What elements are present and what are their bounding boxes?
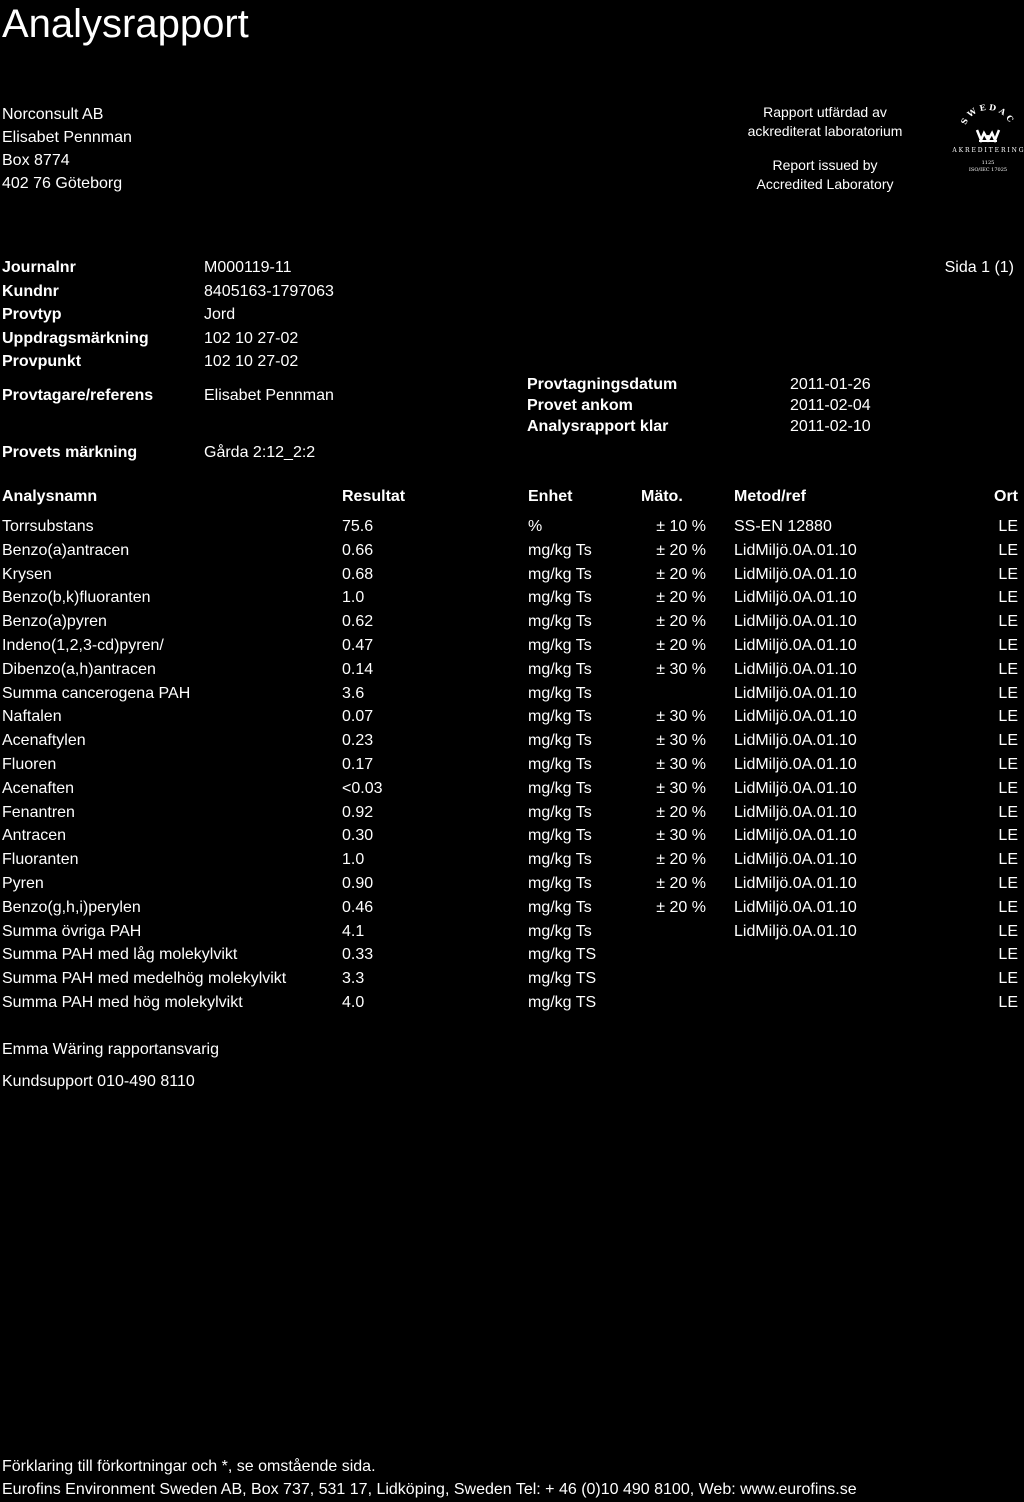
issued-by-sv-1: Rapport utfärdad av — [763, 104, 887, 120]
table-row — [0, 967, 1024, 991]
meta-label: Provtyp — [2, 306, 62, 323]
cell-result: 0.66 — [342, 541, 374, 559]
cell-unit: mg/kg TS — [528, 970, 597, 988]
cell-unit: mg/kg TS — [528, 946, 597, 964]
cell-unit: mg/kg Ts — [528, 898, 592, 916]
cell-result: 0.17 — [342, 755, 374, 773]
cell-unit: mg/kg Ts — [528, 589, 592, 607]
cell-result: 0.92 — [342, 803, 374, 821]
cell-site: LE — [998, 803, 1018, 821]
meta-label: Journalnr — [2, 259, 76, 276]
cell-uncertainty: ± 30 % — [656, 827, 706, 845]
cell-unit: mg/kg Ts — [528, 565, 592, 583]
cell-unit: mg/kg Ts — [528, 779, 592, 797]
cell-site: LE — [998, 755, 1018, 773]
report-title: Analysrapport — [2, 2, 249, 46]
table-row — [0, 658, 1024, 682]
cell-result: 0.30 — [342, 827, 374, 845]
table-row — [0, 777, 1024, 801]
sampler-label: Provtagare/referens — [2, 386, 154, 404]
cell-site: LE — [998, 518, 1018, 535]
cell-name: Indeno(1,2,3-cd)pyren/ — [2, 636, 164, 654]
cell-result: 75.6 — [342, 518, 374, 535]
swedac-seal-icon — [952, 100, 1024, 180]
recipient-contact: Elisabet Pennman — [2, 129, 132, 146]
cell-name: Pyren — [2, 874, 44, 892]
header-unit: Enhet — [528, 488, 573, 505]
cell-unit: % — [528, 518, 543, 535]
cell-method: LidMiljö.0A.01.10 — [734, 803, 857, 821]
recipient-postal: 402 76 Göteborg — [2, 175, 123, 192]
cell-method: LidMiljö.0A.01.10 — [734, 565, 857, 583]
cell-unit: mg/kg Ts — [528, 827, 592, 845]
cell-uncertainty: ± 20 % — [656, 541, 706, 559]
cell-uncertainty: ± 20 % — [656, 589, 706, 607]
cell-unit: mg/kg Ts — [528, 613, 592, 631]
table-row — [0, 682, 1024, 706]
cell-result: 0.90 — [342, 874, 374, 892]
cell-uncertainty: ± 20 % — [656, 636, 706, 654]
analysis-table — [0, 484, 1024, 1015]
cell-site: LE — [998, 684, 1018, 702]
table-row — [0, 824, 1024, 848]
recipient-box: Box 8774 — [2, 152, 70, 169]
table-row — [0, 753, 1024, 777]
header-name: Analysnamn — [2, 488, 98, 505]
cell-method: SS-EN 12880 — [734, 518, 832, 535]
svg-text:A K R E D I T E R I N G: A K R E D I T E R I N G — [952, 147, 1024, 154]
cell-site: LE — [998, 660, 1018, 678]
cell-result: 0.33 — [342, 946, 374, 964]
meta-value: 8405163-1797063 — [204, 282, 334, 300]
cell-uncertainty: ± 30 % — [656, 779, 706, 797]
page-number: Sida 1 (1) — [944, 259, 1014, 276]
cell-name: Fenantren — [2, 803, 75, 821]
cell-result: 0.23 — [342, 732, 374, 750]
cell-method: LidMiljö.0A.01.10 — [734, 827, 857, 845]
cell-result: 1.0 — [342, 589, 365, 607]
cell-site: LE — [998, 993, 1018, 1011]
cell-name: Naftalen — [2, 708, 62, 726]
date-value: 2011-01-26 — [790, 376, 871, 393]
sampler-value: Elisabet Pennman — [204, 386, 334, 404]
cell-site: LE — [998, 732, 1018, 750]
cell-result: 0.62 — [342, 613, 374, 631]
date-label: Provet ankom — [527, 397, 633, 414]
cell-method: LidMiljö.0A.01.10 — [734, 732, 857, 750]
date-label: Analysrapport klar — [527, 418, 669, 435]
cell-method: LidMiljö.0A.01.10 — [734, 851, 857, 869]
cell-uncertainty: ± 20 % — [656, 803, 706, 821]
cell-unit: mg/kg Ts — [528, 541, 592, 559]
cell-method: LidMiljö.0A.01.10 — [734, 636, 857, 654]
cell-name: Benzo(b,k)fluoranten — [2, 589, 151, 607]
cell-name: Summa cancerogena PAH — [2, 684, 191, 702]
cell-uncertainty: ± 30 % — [656, 732, 706, 750]
cell-method: LidMiljö.0A.01.10 — [734, 779, 857, 797]
table-row — [0, 943, 1024, 967]
table-row — [0, 848, 1024, 872]
cell-method: LidMiljö.0A.01.10 — [734, 589, 857, 607]
cell-name: Benzo(g,h,i)perylen — [2, 898, 141, 916]
cell-method: LidMiljö.0A.01.10 — [734, 541, 857, 559]
issued-by-sv-2: ackrediterat laboratorium — [747, 123, 903, 139]
meta-label: Provpunkt — [2, 353, 82, 370]
header-site: Ort — [994, 488, 1018, 505]
cell-site: LE — [998, 922, 1018, 940]
cell-uncertainty: ± 30 % — [656, 755, 706, 773]
cell-method: LidMiljö.0A.01.10 — [734, 708, 857, 726]
cell-uncertainty: ± 20 % — [656, 898, 706, 916]
table-row — [0, 872, 1024, 896]
cell-site: LE — [998, 779, 1018, 797]
footnote: Förklaring till förkortningar och *, se omstående sida. — [2, 1458, 376, 1475]
issued-by-block — [700, 103, 950, 194]
cell-site: LE — [998, 708, 1018, 726]
table-row — [0, 515, 1024, 539]
cell-uncertainty: ± 10 % — [656, 518, 706, 535]
cell-name: Summa övriga PAH — [2, 922, 142, 940]
cell-method: LidMiljö.0A.01.10 — [734, 755, 857, 773]
cell-site: LE — [998, 874, 1018, 892]
cell-result: 1.0 — [342, 851, 365, 869]
cell-result: 0.47 — [342, 636, 374, 654]
cell-unit: mg/kg TS — [528, 993, 597, 1011]
cell-name: Summa PAH med medelhög molekylvikt — [2, 970, 287, 988]
cell-name: Fluoren — [2, 755, 57, 773]
cell-name: Dibenzo(a,h)antracen — [2, 660, 156, 678]
cell-site: LE — [998, 898, 1018, 916]
cell-unit: mg/kg Ts — [528, 922, 592, 940]
cell-method: LidMiljö.0A.01.10 — [734, 874, 857, 892]
cell-name: Fluoranten — [2, 851, 79, 869]
table-row — [0, 586, 1024, 610]
cell-method: LidMiljö.0A.01.10 — [734, 684, 857, 702]
cell-site: LE — [998, 827, 1018, 845]
meta-value: M000119-11 — [204, 259, 292, 276]
cell-uncertainty: ± 30 % — [656, 660, 706, 678]
cell-site: LE — [998, 636, 1018, 654]
cell-result: 4.0 — [342, 993, 365, 1011]
cell-method: LidMiljö.0A.01.10 — [734, 660, 857, 678]
date-value: 2011-02-10 — [790, 418, 871, 435]
cell-unit: mg/kg Ts — [528, 732, 592, 750]
date-value: 2011-02-04 — [790, 397, 871, 414]
cell-method: LidMiljö.0A.01.10 — [734, 898, 857, 916]
meta-value: 102 10 27-02 — [204, 353, 299, 370]
table-header — [0, 484, 1024, 512]
cell-name: Benzo(a)antracen — [2, 541, 130, 559]
cell-method: LidMiljö.0A.01.10 — [734, 613, 857, 631]
table-body — [0, 515, 1024, 1015]
cell-result: 4.1 — [342, 922, 365, 940]
svg-text:1125: 1125 — [981, 160, 995, 166]
table-row — [0, 563, 1024, 587]
cell-method: LidMiljö.0A.01.10 — [734, 922, 857, 940]
cell-uncertainty: ± 20 % — [656, 874, 706, 892]
cell-site: LE — [998, 613, 1018, 631]
date-label: Provtagningsdatum — [527, 376, 678, 393]
company-footer: Eurofins Environment Sweden AB, Box 737, 531 17, Lidköping, Sweden Tel: + 46 (0)10 490 8100, Web: www.eurofins.se — [2, 1481, 857, 1498]
cell-result: 3.3 — [342, 970, 365, 988]
header-result: Resultat — [342, 488, 406, 505]
recipient-company: Norconsult AB — [2, 106, 104, 123]
cell-name: Benzo(a)pyren — [2, 613, 107, 631]
table-row — [0, 634, 1024, 658]
meta-label: Uppdragsmärkning — [2, 329, 149, 347]
issued-by-en-1: Report issued by — [772, 157, 878, 173]
cell-site: LE — [998, 946, 1018, 964]
svg-text:ISO/IEC 17025: ISO/IEC 17025 — [968, 167, 1008, 173]
cell-site: LE — [998, 541, 1018, 559]
customer-support: Kundsupport 010-490 8110 — [2, 1073, 195, 1090]
cell-site: LE — [998, 970, 1018, 988]
cell-unit: mg/kg Ts — [528, 755, 592, 773]
table-row — [0, 539, 1024, 563]
table-row — [0, 896, 1024, 920]
cell-unit: mg/kg Ts — [528, 660, 592, 678]
cell-name: Krysen — [2, 565, 52, 583]
meta-value: Jord — [204, 306, 236, 323]
cell-unit: mg/kg Ts — [528, 684, 592, 702]
issued-by-en-2: Accredited Laboratory — [756, 176, 894, 192]
cell-name: Torrsubstans — [2, 518, 94, 535]
cell-result: 0.46 — [342, 898, 374, 916]
table-row — [0, 610, 1024, 634]
cell-name: Acenaftylen — [2, 732, 86, 750]
table-row — [0, 729, 1024, 753]
cell-uncertainty: ± 20 % — [656, 851, 706, 869]
cell-name: Antracen — [2, 827, 67, 845]
signature-block — [2, 1034, 219, 1098]
marking-value: Gårda 2:12_2:2 — [204, 444, 316, 461]
cell-name: Summa PAH med låg molekylvikt — [2, 946, 238, 964]
cell-site: LE — [998, 851, 1018, 869]
cell-uncertainty: ± 20 % — [656, 565, 706, 583]
cell-site: LE — [998, 565, 1018, 583]
cell-unit: mg/kg Ts — [528, 636, 592, 654]
meta-label: Kundnr — [2, 282, 59, 300]
cell-site: LE — [998, 589, 1018, 607]
marking-label: Provets märkning — [2, 444, 138, 461]
cell-unit: mg/kg Ts — [528, 803, 592, 821]
cell-uncertainty: ± 20 % — [656, 613, 706, 631]
cell-name: Acenaften — [2, 779, 75, 797]
table-row — [0, 991, 1024, 1015]
cell-result: 3.6 — [342, 684, 365, 702]
cell-result: <0.03 — [342, 779, 383, 797]
header-uncertainty: Mäto. — [641, 488, 683, 505]
header-method: Metod/ref — [734, 488, 806, 505]
cell-result: 0.68 — [342, 565, 374, 583]
table-row — [0, 705, 1024, 729]
recipient-address — [2, 103, 132, 195]
svg-text:S W E D A C: S W E D A C — [958, 101, 1016, 127]
table-row — [0, 920, 1024, 944]
cell-unit: mg/kg Ts — [528, 874, 592, 892]
cell-name: Summa PAH med hög molekylvikt — [2, 993, 243, 1011]
meta-value: 102 10 27-02 — [204, 329, 299, 347]
cell-uncertainty: ± 30 % — [656, 708, 706, 726]
table-row — [0, 801, 1024, 825]
cell-unit: mg/kg Ts — [528, 708, 592, 726]
cell-result: 0.07 — [342, 708, 374, 726]
cell-result: 0.14 — [342, 660, 374, 678]
report-responsible: Emma Wäring rapportansvarig — [2, 1041, 219, 1058]
cell-unit: mg/kg Ts — [528, 851, 592, 869]
